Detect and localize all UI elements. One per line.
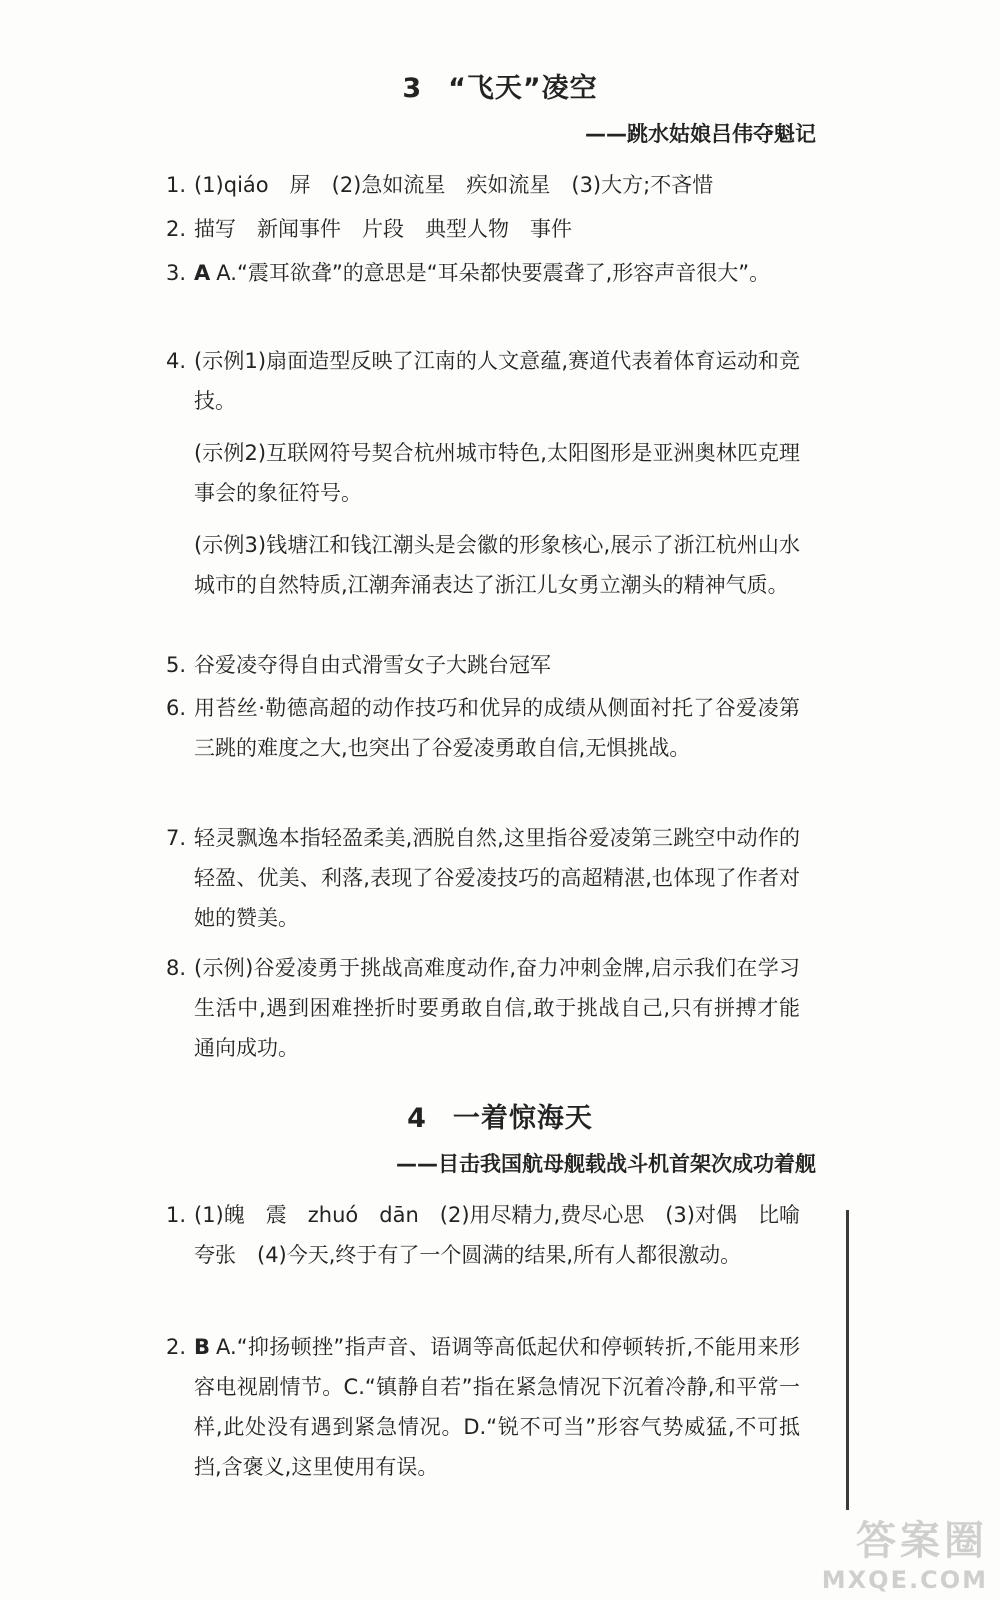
- section-4-title-text: 一着惊海天: [452, 1103, 593, 1134]
- watermark-logo-text: 答案圈: [856, 1518, 988, 1564]
- item-text: (1)魄 震 zhuó dān (2)用尽精力,费尽心思 (3)对偶 比喻 夸张 (4)今天,终于有了一个圆满的结果,所有人都很激动。: [194, 1203, 821, 1267]
- s3-item-7: [166, 818, 800, 938]
- item-text: (1)qiáo 屏 (2)急如流星 疾如流星 (3)大方;不吝惜: [194, 173, 714, 197]
- section-3-subtitle: ——跳水姑娘吕伟夺魁记: [585, 122, 816, 146]
- item-number: 1.: [166, 173, 187, 197]
- item-text: A.“震耳欲聋”的意思是“耳朵都快要震聋了,形容声音很大”。: [216, 261, 771, 285]
- s3-item-4: [166, 341, 800, 605]
- section-3-title: [0, 66, 1000, 105]
- watermark: [778, 1509, 988, 1594]
- section-4-subtitle: ——目击我国航母舰载战斗机首架次成功着舰: [396, 1152, 816, 1176]
- item-number: 4.: [166, 349, 187, 373]
- item-number: 1.: [166, 1203, 187, 1227]
- item-body: [194, 1327, 800, 1487]
- s4-item-1: [166, 1195, 821, 1275]
- s3-item-6: [166, 688, 800, 768]
- section-3-title-text: “飞天”凌空: [448, 73, 598, 104]
- section-4-title: [0, 1096, 1000, 1135]
- item-number: 6.: [166, 696, 187, 720]
- item-number: 8.: [166, 956, 187, 980]
- s3-item-2: [166, 209, 800, 249]
- item-text: 轻灵飘逸本指轻盈柔美,洒脱自然,这里指谷爱凌第三跳空中动作的轻盈、优美、利落,表现了谷爱凌技巧的高超精湛,也体现了作者对她的赞美。: [194, 826, 800, 930]
- margin-rule: [846, 1210, 849, 1510]
- watermark-url: MXQE.COM: [821, 1566, 988, 1594]
- item-text: 描写 新闻事件 片段 典型人物 事件: [194, 217, 572, 241]
- item-number: 2.: [166, 1335, 187, 1359]
- example-3: (示例3)钱塘江和钱江潮头是会徽的形象核心,展示了浙江杭州山水城市的自然特质,江潮奔涌表达了浙江儿女勇立潮头的精神气质。: [194, 533, 800, 597]
- answer-letter: A: [194, 261, 211, 285]
- answer-letter: B: [194, 1335, 211, 1359]
- s3-item-1: [166, 165, 800, 205]
- item-number: 2.: [166, 217, 187, 241]
- s4-item-2: [166, 1327, 800, 1487]
- item-number: 7.: [166, 826, 187, 850]
- s3-item-3: [166, 253, 800, 293]
- item-number: 5.: [166, 653, 187, 677]
- item-body: [194, 253, 800, 293]
- section-3-number: 3: [402, 73, 423, 104]
- s3-item-5: [166, 645, 800, 685]
- section-4-number: 4: [407, 1103, 427, 1134]
- item-text: 谷爱凌夺得自由式滑雪女子大跳台冠军: [194, 653, 551, 677]
- item-number: 3.: [166, 261, 187, 285]
- item-text: A.“抑扬顿挫”指声音、语调等高低起伏和停顿转折,不能用来形容电视剧情节。C.“镇静自若”指在紧急情况下沉着冷静,和平常一样,此处没有遇到紧急情况。D.“锐不可当”形容气势威猛,不可抵挡,含褒义,这里使用有误。: [194, 1335, 800, 1479]
- item-text: (示例)谷爱凌勇于挑战高难度动作,奋力冲刺金牌,启示我们在学习生活中,遇到困难挫折时要勇敢自信,敢于挑战自己,只有拼搏才能通向成功。: [194, 956, 800, 1060]
- s3-item-8: [166, 948, 800, 1068]
- example-2: (示例2)互联网符号契合杭州城市特色,太阳图形是亚洲奥林匹克理事会的象征符号。: [194, 441, 800, 505]
- item-text: 用苔丝·勒德高超的动作技巧和优异的成绩从侧面衬托了谷爱凌第三跳的难度之大,也突出了谷爱凌勇敢自信,无惧挑战。: [194, 696, 800, 760]
- example-1: (示例1)扇面造型反映了江南的人文意蕴,赛道代表着体育运动和竞技。: [194, 349, 800, 413]
- item-body: [194, 341, 800, 605]
